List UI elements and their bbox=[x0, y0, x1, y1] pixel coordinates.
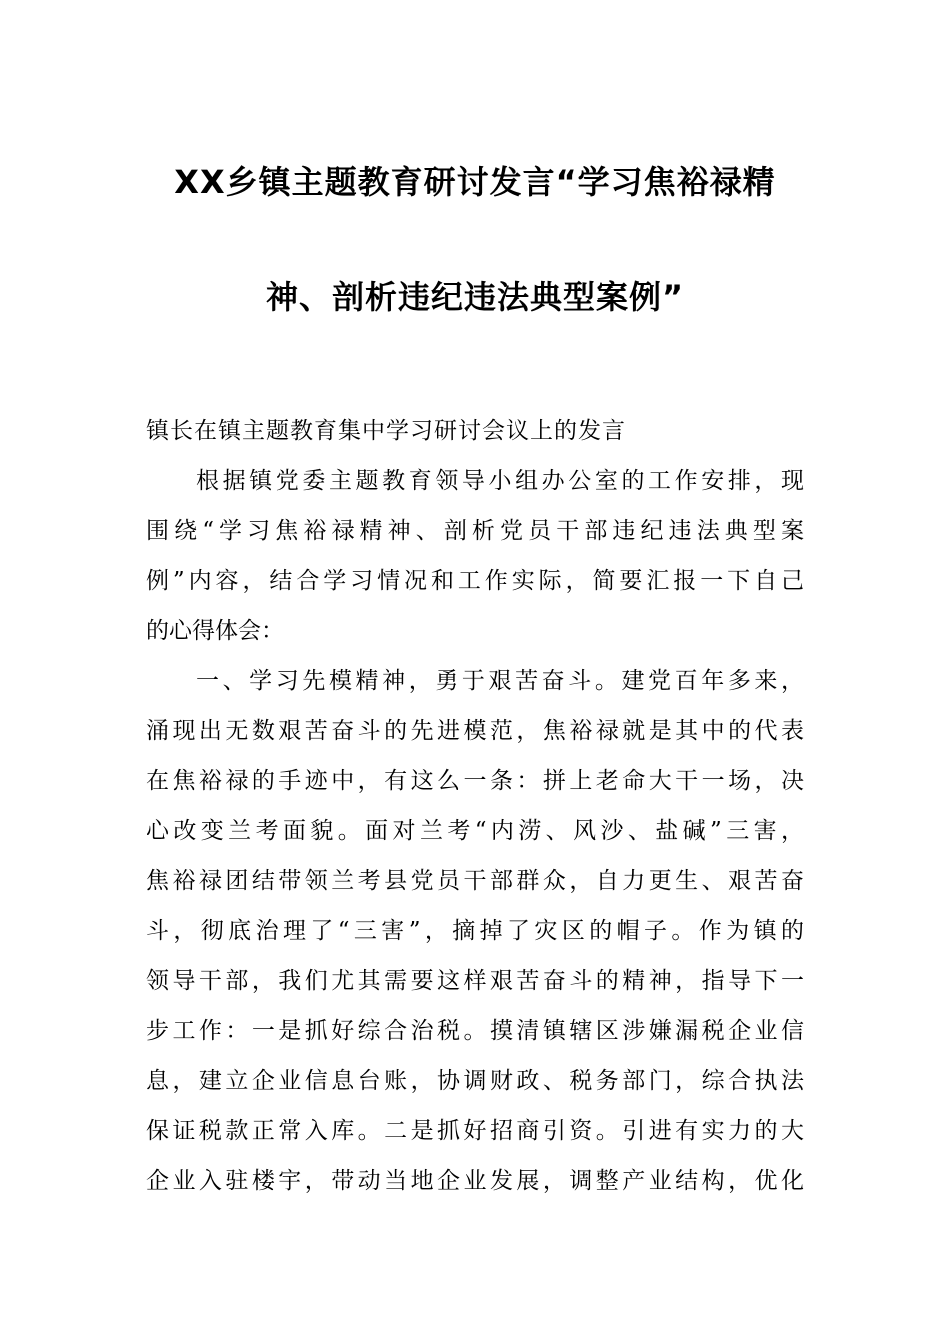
paragraph-line: 企业入驻楼宇，带动当地企业发展，调整产业结构，优化 bbox=[146, 1168, 804, 1194]
paragraph-line: 围绕“学习焦裕禄精神、剖析党员干部违纪违法典型案 bbox=[146, 518, 804, 544]
paragraph-line: 一、学习先模精神，勇于艰苦奋斗。建党百年多来， bbox=[196, 668, 804, 694]
paragraph-line: 例”内容，结合学习情况和工作实际，简要汇报一下自己 bbox=[146, 568, 804, 594]
paragraph-intro bbox=[146, 456, 804, 656]
paragraph-line: 领导干部，我们尤其需要这样艰苦奋斗的精神，指导下一 bbox=[146, 968, 804, 994]
paragraph-line: 步工作：一是抓好综合治税。摸清镇辖区涉嫌漏税企业信 bbox=[146, 1018, 804, 1044]
paragraph-line: 心改变兰考面貌。面对兰考“内涝、风沙、盐碱”三害， bbox=[146, 818, 804, 844]
paragraph-line: 斗，彻底治理了“三害”，摘掉了灾区的帽子。作为镇的 bbox=[146, 918, 804, 944]
paragraph-section-one bbox=[146, 656, 804, 1206]
paragraph-line: 保证税款正常入库。二是抓好招商引资。引进有实力的大 bbox=[146, 1118, 804, 1144]
paragraph-line: 在焦裕禄的手迹中，有这么一条：拼上老命大干一场，决 bbox=[146, 768, 804, 794]
document-title-line-1: XX乡镇主题教育研讨发言“学习焦裕禄精 bbox=[174, 163, 776, 201]
paragraph-line: 的心得体会： bbox=[146, 618, 284, 644]
document-subtitle: 镇长在镇主题教育集中学习研讨会议上的发言 bbox=[146, 418, 626, 444]
paragraph-line: 涌现出无数艰苦奋斗的先进模范，焦裕禄就是其中的代表 bbox=[146, 718, 804, 744]
document-title-line-2: 神、剖析违纪违法典型案例” bbox=[265, 278, 685, 316]
paragraph-line: 息，建立企业信息台账，协调财政、税务部门，综合执法 bbox=[146, 1068, 804, 1094]
paragraph-line: 根据镇党委主题教育领导小组办公室的工作安排，现 bbox=[196, 468, 804, 494]
paragraph-line: 焦裕禄团结带领兰考县党员干部群众，自力更生、艰苦奋 bbox=[146, 868, 804, 894]
